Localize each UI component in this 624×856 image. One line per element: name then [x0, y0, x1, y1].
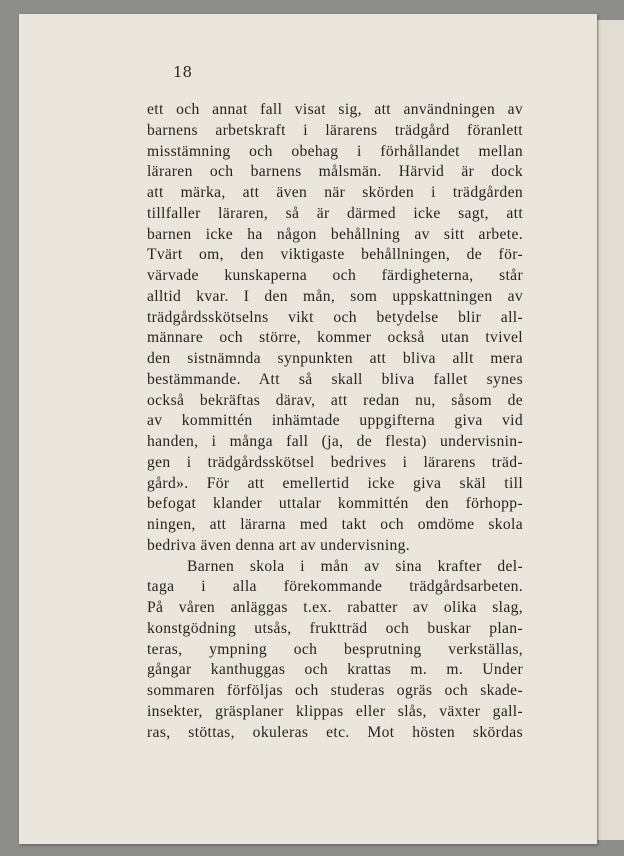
text-line: värvade kunskaperna och färdigheterna, står [147, 267, 523, 284]
page-edge [597, 20, 624, 840]
text-line: barnen icke ha någon behållning av sitt arbete. [147, 225, 523, 243]
text-line: att märka, att även när skörden i trädgården [147, 184, 523, 201]
page-number: 18 [173, 63, 193, 81]
text-line: Tvärt om, den viktigaste behållningen, de för- [147, 246, 523, 264]
text-line: också bekräftas därav, att redan nu, såsom de [147, 391, 523, 409]
text-line: misstämning och obehag i förhållandet mellan [147, 142, 523, 160]
text-line: barnens arbetskraft i lärarens trädgård föranlett [147, 121, 523, 139]
text-line: sommaren förföljas och studeras ogräs och skade- [147, 682, 523, 699]
text-line: den sistnämnda synpunkten att bliva allt mera [147, 350, 523, 367]
text-line: På våren anläggas t.ex. rabatter av olika slag, [147, 599, 523, 616]
text-line: befogat klander uttalar kommittén den förhopp- [147, 495, 523, 513]
text-line-paragraph-start: Barnen skola i mån av sina krafter del- [187, 557, 523, 575]
text-line: läraren och barnens målsmän. Härvid är dock [147, 163, 523, 181]
text-line: tillfaller läraren, så är därmed icke sagt, att [147, 204, 523, 222]
text-line: handen, i många fall (ja, de flesta) undervisnin- [147, 433, 523, 450]
text-line: gård». För att emellertid icke giva skäl till [147, 474, 523, 492]
text-line: ett och annat fall visat sig, att användningen av [147, 101, 523, 118]
text-line: trädgårdsskötselns vikt och betydelse blir all- [147, 308, 523, 326]
text-line: alltid kvar. I den mån, som uppskattningen av [147, 287, 523, 305]
text-line: insekter, gräsplaner klippas eller slås, växter gall- [147, 702, 523, 720]
text-line: männare och större, kommer också utan tvivel [147, 329, 523, 347]
text-line: taga i alla förekommande trädgårdsarbeten. [147, 578, 523, 596]
text-line: av kommittén inhämtade uppgifterna giva vid [147, 412, 523, 430]
text-line-paragraph-end: bedriva även denna art av undervisning. [147, 536, 411, 554]
text-line: gen i trädgårdsskötsel bedrives i lärarens träd- [147, 453, 523, 471]
body-text [147, 100, 523, 743]
text-line: bestämmande. Att så skall bliva fallet synes [147, 370, 523, 388]
text-line: ras, stöttas, okuleras etc. Mot hösten skördas [147, 723, 523, 741]
text-line: teras, ympning och besprutning verkställas, [147, 640, 523, 658]
text-line: ningen, att lärarna med takt och omdöme skola [147, 516, 523, 533]
text-line: gångar kanthuggas och krattas m. m. Under [147, 661, 523, 679]
text-line: konstgödning utsås, fruktträd och buskar plan- [147, 619, 523, 637]
